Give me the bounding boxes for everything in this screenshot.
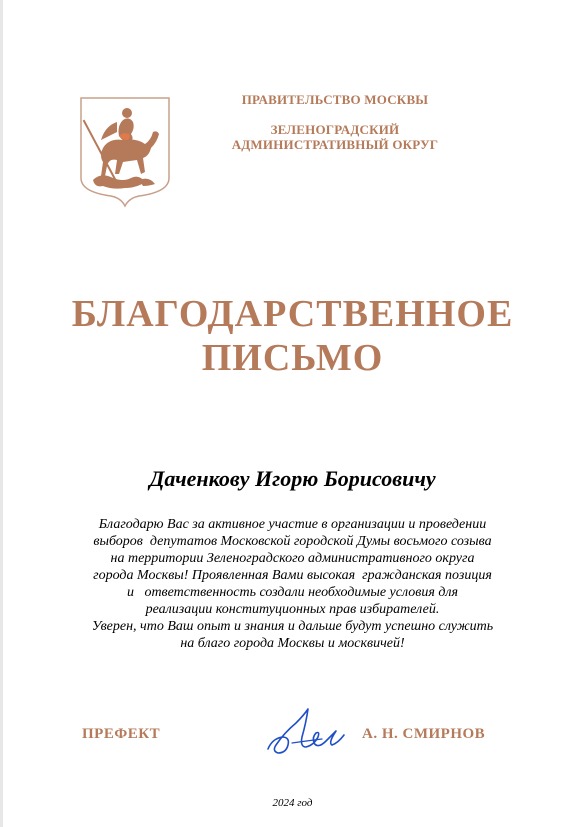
government-name: ПРАВИТЕЛЬСТВО МОСКВЫ — [241, 92, 429, 107]
signatory-name: А. Н. СМИРНОВ — [362, 726, 486, 742]
document-year: 2024 год — [272, 797, 313, 809]
district-line-1: ЗЕЛЕНОГРАДСКИЙ — [270, 122, 400, 137]
recipient-name: Даченкову Игорю Борисовичу — [149, 466, 436, 491]
document-title-line-1: БЛАГОДАРСТВЕННОЕ — [71, 293, 514, 335]
letter-body — [40, 516, 545, 652]
document-title-line-2: ПИСЬМО — [201, 337, 384, 379]
body-line: Уверен, что Ваш опыт и знания и дальше будут успешно служить — [91, 619, 494, 634]
body-line: на благо города Москвы и москвичей! — [180, 636, 405, 651]
signatory-position: ПРЕФЕКТ — [82, 726, 161, 742]
handwritten-signature — [262, 703, 352, 763]
body-line: реализации конституционных прав избирателей. — [145, 602, 440, 617]
body-line: на территории Зеленоградского административного округа — [110, 551, 475, 566]
district-line-2: АДМИНИСТРАТИВНЫЙ ОКРУГ — [231, 137, 439, 152]
district-name — [175, 122, 495, 152]
body-line: и ответственность создали необходимые условия для — [126, 585, 459, 600]
moscow-coat-of-arms-icon — [79, 96, 171, 208]
body-line: Благодарю Вас за активное участие в организации и проведении — [98, 517, 487, 532]
body-line: города Москвы! Проявленная Вами высокая гражданская позиция — [93, 568, 492, 583]
body-line: выборов депутатов Московской городской Думы восьмого созыва — [93, 534, 492, 549]
